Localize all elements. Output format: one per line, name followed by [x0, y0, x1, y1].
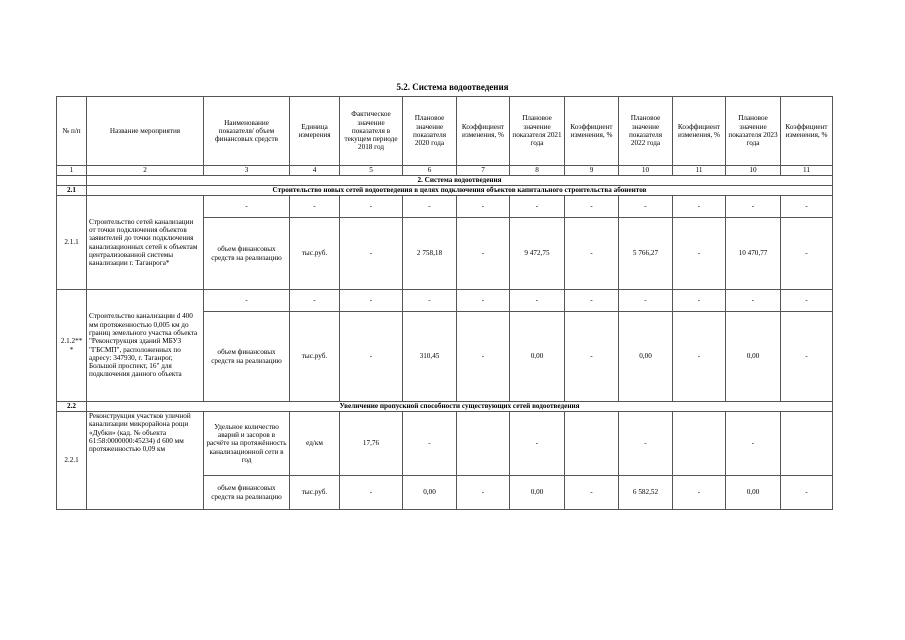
cell: -: [457, 196, 510, 218]
cell: 0,00: [726, 312, 781, 402]
table-row-2-1-1-top: [57, 196, 833, 218]
unit: ед/км: [290, 412, 340, 476]
row-number: 2.1.1: [57, 196, 87, 290]
cell: -: [619, 290, 673, 312]
col-header-indicator: Наименование показателя/ объем финансовых средств: [204, 97, 290, 166]
cell: -: [457, 218, 510, 290]
subsection-title: Увеличение пропускной способности существующих сетей водоотведения: [87, 402, 833, 412]
cell: -: [340, 218, 403, 290]
row-number: 2.1.2** *: [57, 290, 87, 402]
cell: [781, 412, 833, 476]
cell: -: [726, 196, 781, 218]
col-header-plan-2022: Плановое значение показателя 2022 года: [619, 97, 673, 166]
cell: -: [726, 290, 781, 312]
cell: -: [565, 290, 619, 312]
cell: -: [204, 196, 290, 218]
cell: -: [565, 476, 619, 510]
cell: -: [510, 290, 565, 312]
cell: -: [565, 218, 619, 290]
cell: 0,00: [510, 476, 565, 510]
cell: -: [340, 312, 403, 402]
cell: -: [619, 412, 673, 476]
col-header-name: Название мероприятия: [87, 97, 204, 166]
col-header-coef-2022: Коэффициент изменения, %: [673, 97, 726, 166]
col-number: 6: [403, 166, 457, 176]
cell: -: [510, 412, 565, 476]
cell: -: [673, 476, 726, 510]
subsection-row-2-2: [57, 402, 833, 412]
col-number: 9: [565, 166, 619, 176]
cell: -: [673, 218, 726, 290]
header-row: [57, 97, 833, 166]
cell: 0,00: [726, 476, 781, 510]
col-header-coef-2020: Коэффициент изменения, %: [457, 97, 510, 166]
cell: [673, 412, 726, 476]
col-number: 10: [619, 166, 673, 176]
cell: 10 470,77: [726, 218, 781, 290]
cell: -: [403, 412, 457, 476]
subsection-row-2-1: [57, 186, 833, 196]
cell: -: [673, 312, 726, 402]
section-row: [57, 176, 833, 186]
row-number: 2.2.1: [57, 412, 87, 510]
cell: -: [340, 476, 403, 510]
col-number: 1: [57, 166, 87, 176]
cell: -: [290, 290, 340, 312]
col-number: 7: [457, 166, 510, 176]
subsection-title: Строительство новых сетей водоотведения в целях подключения объектов капитального строительства абонентов: [87, 186, 833, 196]
cell: 9 472,75: [510, 218, 565, 290]
table-row-2-2-1-accidents: [57, 412, 833, 476]
cell: -: [781, 312, 833, 402]
measure-name: Строительство сетей канализации от точки подключения объектов заявителей до точки подключения канализационных сетей к объектам централизованной системы канализации г. Таганрога*: [87, 196, 204, 290]
cell: 0,00: [619, 312, 673, 402]
subsection-number: 2.2: [57, 402, 87, 412]
col-number: 4: [290, 166, 340, 176]
col-number: 11: [673, 166, 726, 176]
col-header-plan-2023: Плановое значение показателя 2023 года: [726, 97, 781, 166]
indicator-name: объем финансовых средств на реализацию: [204, 476, 290, 510]
cell: -: [403, 196, 457, 218]
page-title: 5.2. Система водоотведения: [396, 82, 509, 92]
cell: [457, 412, 510, 476]
cell: -: [781, 218, 833, 290]
cell: 310,45: [403, 312, 457, 402]
cell: 0,00: [403, 476, 457, 510]
col-header-plan-2020: Плановое значение показателя 2020 года: [403, 97, 457, 166]
cell: [565, 412, 619, 476]
cell: 17,76: [340, 412, 403, 476]
section-title: 2. Система водоотведения: [87, 176, 833, 186]
col-number: 2: [87, 166, 204, 176]
measure-name: Реконструкция участков уличной канализации микрорайона рощи «Дубки» (кад. № объекта 61:58:0000000:45234) d 600 мм протяженностью 0,09 км: [87, 412, 204, 510]
subsection-number: 2.1: [57, 186, 87, 196]
indicator-name: объем финансовых средств на реализацию: [204, 312, 290, 402]
col-header-coef-2021: Коэффициент изменения, %: [565, 97, 619, 166]
col-header-num: № п/п: [57, 97, 87, 166]
cell: -: [781, 476, 833, 510]
cell: -: [340, 290, 403, 312]
cell: -: [565, 196, 619, 218]
col-header-coef-2023: Коэффициент изменения, %: [781, 97, 833, 166]
indicator-name: Удельное количество аварий и засоров в расчёте на протяжённость канализационной сети в год: [204, 412, 290, 476]
col-header-unit: Единица измерения: [290, 97, 340, 166]
col-number: 8: [510, 166, 565, 176]
unit: тыс.руб.: [290, 476, 340, 510]
col-number: 11: [781, 166, 833, 176]
cell: 5 766,27: [619, 218, 673, 290]
cell: -: [619, 196, 673, 218]
cell: -: [726, 412, 781, 476]
cell: -: [673, 196, 726, 218]
cell: -: [403, 290, 457, 312]
column-number-row: [57, 166, 833, 176]
water-disposal-table: [56, 96, 833, 510]
col-number: 3: [204, 166, 290, 176]
col-number: 10: [726, 166, 781, 176]
cell: -: [290, 196, 340, 218]
col-header-plan-2021: Плановое значение показателя 2021 года: [510, 97, 565, 166]
cell: -: [457, 312, 510, 402]
col-number: 5: [340, 166, 403, 176]
unit: тыс.руб.: [290, 218, 340, 290]
unit: тыс.руб.: [290, 312, 340, 402]
cell: 2 758,18: [403, 218, 457, 290]
cell: -: [204, 290, 290, 312]
col-header-fact-2018: Фактическое значение показателя в текущем периоде 2018 год: [340, 97, 403, 166]
cell: -: [457, 290, 510, 312]
cell: 0,00: [510, 312, 565, 402]
cell: -: [510, 196, 565, 218]
table-row-2-1-2-top: [57, 290, 833, 312]
cell: -: [457, 476, 510, 510]
cell: -: [565, 312, 619, 402]
cell: -: [781, 196, 833, 218]
cell: -: [781, 290, 833, 312]
cell: -: [673, 290, 726, 312]
cell: -: [340, 196, 403, 218]
cell: 6 582,52: [619, 476, 673, 510]
measure-name: Строительство канализации d 400 мм протяженностью 0,005 км до границ земельного участка объекта "Реконструкция зданий МБУЗ "ГБСМП", расположенных по адресу: 347930, г. Таганрог, Большой проспект, 16" для подключения данного объекта: [87, 290, 204, 402]
indicator-name: объем финансовых средств на реализацию: [204, 218, 290, 290]
